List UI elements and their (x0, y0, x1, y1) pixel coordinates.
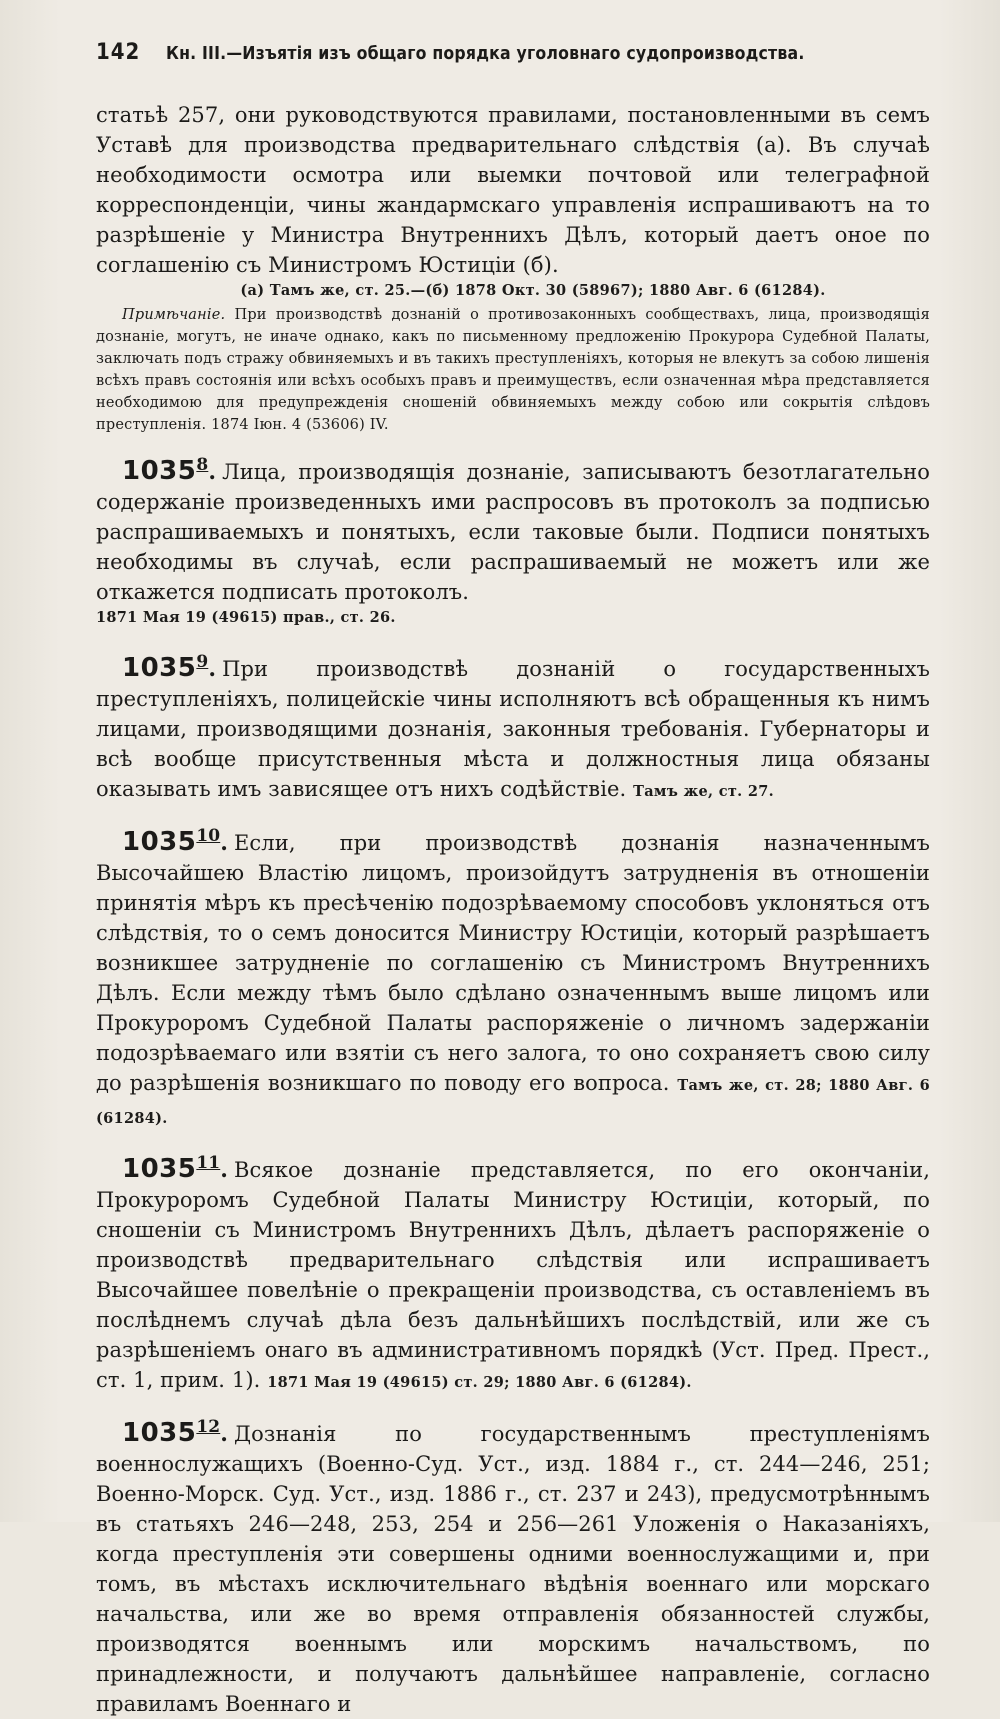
article-1035-8: 1035$^8$. Лица, производящія дознаніе, записываютъ безотлагательно содержаніе произведенныхъ ими распросовъ въ протоколъ за подписью распрашиваемыхъ и понятыхъ, если таковые были. Подписи понятыхъ необходимы въ случаѣ, если распрашиваемый не можетъ или же откажется подписать протоколъ. 1871 Мая 19 (49615) прав., ст. 26. (96, 450, 930, 629)
body-text (96, 100, 930, 1719)
article-source: Тамъ же, ст. 28; 1880 Авг. 6 (61284). (96, 1077, 930, 1127)
article-superscript: 12 (196, 1417, 221, 1437)
article-source: 1871 Мая 19 (49615) прав., ст. 26. (96, 609, 396, 626)
article-number: 1035 (122, 1154, 197, 1184)
article-superscript: 9 (196, 652, 209, 672)
running-head (96, 40, 930, 100)
article-1035-12: 1035$^{12}$. Дознанія по государственнымъ преступленіямъ военнослужащихъ (Военно-Суд. Уст., изд. 1884 г., ст. 244—246, 251; Военно-Морск. Суд. Уст., изд. 1886 г., ст. 237 и 243), предусмотрѣннымъ въ статьяхъ 246—248, 253, 254 и 256—261 Уложенія о Наказаніяхъ, когда преступленія эти совершены одними военнослужащими и, при томъ, въ мѣстахъ исключительнаго вѣдѣнія военнаго или морскаго начальства, или же во время отправленія обязанностей службы, производятся военнымъ или морскимъ начальствомъ, по принадлежности, и получаютъ дальнѣйшее направленіе, согласно правиламъ Военнаго и (96, 1417, 930, 1716)
article-text: Дознанія по государственнымъ преступленіямъ военнослужащихъ (Военно-Суд. Уст., изд. 1884 г., ст. 244—246, 251; Военно-Морск. Суд. Уст., изд. 1886 г., ст. 237 и 243), предусмотрѣннымъ въ статьяхъ 246—248, 253, 254 и 256—261 Уложенія о Наказаніяхъ, когда преступленія эти совершены одними военнослужащими и, при томъ, въ мѣстахъ исключительнаго вѣдѣнія военнаго или морскаго начальства, или же во время отправленія обязанностей службы, производятся военнымъ или морскимъ начальствомъ, по принадлежности, и получаютъ дальнѣйшее направленіе, согласно правиламъ Военнаго и (96, 1422, 930, 1716)
article-number: 1035 (122, 456, 197, 486)
page-number: 142 (96, 40, 141, 65)
article-1035-10: 1035$^{10}$. Если, при производствѣ дознанія назначеннымъ Высочайшею Властію лицомъ, произойдутъ затрудненія въ отношеніи принятія мѣръ къ пресѣченію подозрѣваемому способовъ уклоняться отъ слѣдствія, то о семъ доносится Министру Юстиціи, который разрѣшаетъ возникшее затрудненіе по соглашенію съ Министромъ Внутреннихъ Дѣлъ. Если между тѣмъ было сдѣлано означеннымъ выше лицомъ или Прокуроромъ Судебной Палаты распоряженіе о личномъ задержаніи подозрѣваемаго или взятіи съ него залога, то оно сохраняетъ свою силу до разрѣшенія возникшаго по поводу его вопроса. Тамъ же, ст. 28; 1880 Авг. 6 (61284). (96, 826, 930, 1127)
article-source: Тамъ же, ст. 27. (633, 783, 774, 800)
note-text: При производствѣ дознаній о противозаконныхъ сообществахъ, лица, производящія дознаніе, могутъ, не иначе однако, какъ по письменному предложенію Прокурора Судебной Палаты, заключать подъ стражу обвиняемыхъ и въ такихъ преступленіяхъ, которыя не влекутъ за собою лишенія всѣхъ правъ состоянія или всѣхъ особыхъ правъ и преимуществъ, если означенная мѣра представляется необходимою для предупрежденія сношеній обвиняемыхъ между собою или сокрытія слѣдовъ преступленія. 1874 Іюн. 4 (53606) IV. (96, 307, 930, 433)
article-text: Лица, производящія дознаніе, записываютъ безотлагательно содержаніе произведенныхъ ими распросовъ въ протоколъ за подписью распрашиваемыхъ и понятыхъ, если таковые были. Подписи понятыхъ необходимы въ случаѣ, если распрашиваемый не можетъ или же откажется подписать протоколъ. (96, 460, 930, 604)
intro-text: статьѣ 257, они руководствуются правилами, постановленными въ семъ Уставѣ для производства предварительнаго слѣдствія (а). Въ случаѣ необходимости осмотра или выемки почтовой или телеграфной корреспонденціи, чины жандармскаго управленія испрашиваютъ на то разрѣшеніе у Министра Внутреннихъ Дѣлъ, который даетъ оное по соглашенію съ Министромъ Юстиціи (б). (96, 103, 930, 277)
article-text: При производствѣ дознаній о государственныхъ преступленіяхъ, полицейскіе чины исполняютъ всѣ обращенныя къ нимъ лицами, производящими дознанія, законныя требованія. Губернаторы и всѣ вообще присутственныя мѣста и должностныя лица обязаны оказывать имъ зависящее отъ нихъ содѣйствіе. (96, 657, 930, 801)
article-number: 1035 (122, 827, 197, 857)
note (96, 304, 930, 436)
running-title: Кн. III.—Изъятія изъ общаго порядка уголовнаго судопроизводства. (166, 44, 805, 64)
intro-references: (а) Тамъ же, ст. 25.—(б) 1878 Окт. 30 (58967); 1880 Авг. 6 (61284). (240, 282, 826, 299)
article-number: 1035 (122, 1418, 197, 1448)
intro-paragraph (96, 100, 930, 302)
article-superscript: 8 (196, 455, 209, 475)
article-source: 1871 Мая 19 (49615) ст. 29; 1880 Авг. 6 (61284). (267, 1374, 692, 1391)
note-label: Примѣчаніе. (122, 307, 226, 323)
article-superscript: 11 (196, 1153, 221, 1173)
article-superscript: 10 (196, 826, 221, 846)
article-1035-9: 1035$^9$. При производствѣ дознаній о государственныхъ преступленіяхъ, полицейскіе чины исполняютъ всѣ обращенныя къ нимъ лицами, производящими дознанія, законныя требованія. Губернаторы и всѣ вообще присутственныя мѣста и должностныя лица обязаны оказывать имъ зависящее отъ нихъ содѣйствіе. Тамъ же, ст. 27. (96, 652, 930, 801)
article-number: 1035 (122, 653, 197, 683)
article-text: Если, при производствѣ дознанія назначеннымъ Высочайшею Властію лицомъ, произойдутъ затрудненія въ отношеніи принятія мѣръ къ пресѣченію подозрѣваемому способовъ уклоняться отъ слѣдствія, то о семъ доносится Министру Юстиціи, который разрѣшаетъ возникшее затрудненіе по соглашенію съ Министромъ Внутреннихъ Дѣлъ. Если между тѣмъ было сдѣлано означеннымъ выше лицомъ или Прокуроромъ Судебной Палаты распоряженіе о личномъ задержаніи подозрѣваемаго или взятіи съ него залога, то оно сохраняетъ свою силу до разрѣшенія возникшаго по поводу его вопроса. (96, 831, 930, 1095)
article-1035-11: 1035$^{11}$. Всякое дознаніе представляется, по его окончаніи, Прокуроромъ Судебной Палаты Министру Юстиціи, который, по сношеніи съ Министромъ Внутреннихъ Дѣлъ, дѣлаетъ распоряженіе о производствѣ предварительнаго слѣдствія или испрашиваетъ Высочайшее повелѣніе о прекращеніи производства, съ оставленіемъ въ послѣднемъ случаѣ дѣла безъ дальнѣйшихъ послѣдствій, или же съ разрѣшеніемъ онаго въ административномъ порядкѣ (Уст. Пред. Прест., ст. 1, прим. 1). 1871 Мая 19 (49615) ст. 29; 1880 Авг. 6 (61284). (96, 1153, 930, 1392)
article-text: Всякое дознаніе представляется, по его окончаніи, Прокуроромъ Судебной Палаты Министру Юстиціи, который, по сношеніи съ Министромъ Внутреннихъ Дѣлъ, дѣлаетъ распоряженіе о производствѣ предварительнаго слѣдствія или испрашиваетъ Высочайшее повелѣніе о прекращеніи производства, съ оставленіемъ въ послѣднемъ случаѣ дѣла безъ дальнѣйшихъ послѣдствій, или же съ разрѣшеніемъ онаго въ административномъ порядкѣ (Уст. Пред. Прест., ст. 1, прим. 1). (96, 1158, 930, 1392)
